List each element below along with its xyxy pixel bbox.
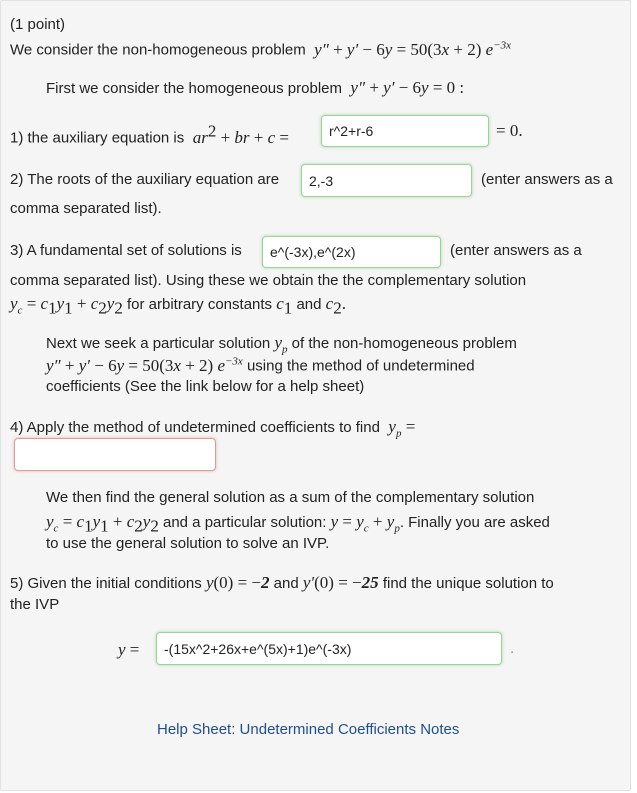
particular-line1-text: Next we seek a particular solution — [46, 335, 271, 352]
q4-particular-solution-input[interactable] — [14, 438, 216, 471]
homogeneous-equation: y″ + y′ − 6y = 0 — [346, 78, 456, 97]
q3-line3-mid: for arbitrary constants — [126, 296, 273, 313]
particular-line2-end: using the method of undetermined — [246, 357, 475, 375]
q5-label-b: find the unique solution to — [382, 575, 554, 592]
general-line2 — [46, 512, 550, 536]
q5-ivp-solution-input[interactable] — [156, 632, 502, 665]
q3-line3-and: and — [296, 296, 322, 313]
q3-label: 3) A fundamental set of solutions is — [10, 242, 242, 259]
general-line2-mid: and a particular solution: — [162, 514, 327, 531]
initial-condition-y0: y(0) = −2 — [205, 573, 270, 592]
q3-fundamental-set-input[interactable] — [262, 236, 441, 268]
q4-yp-equals: $y_p$ = — [384, 417, 416, 440]
q2-roots-input[interactable] — [301, 164, 472, 197]
q5-period: . — [510, 640, 515, 657]
particular-line1 — [46, 333, 517, 355]
particular-equation: y″ + y′ − 6y = 50(3x + 2) $e^{-3x}$ — [46, 355, 243, 375]
constant-c1: $c_1$ — [276, 294, 293, 318]
q3-line2: comma separated list). Using these we obtain the the complementary solution — [10, 272, 527, 289]
intro-equation: y″ + y′ − 6y = 50(3x + 2) $e^{-3x}$ — [309, 39, 511, 59]
particular-line1-end: of the non-homogeneous problem — [291, 335, 517, 352]
general-line1: We then find the general solution as a sum of the complementary solution — [46, 489, 535, 506]
homogeneous-colon: : — [455, 78, 465, 97]
homogeneous-line — [46, 78, 464, 98]
q3-hint-a: (enter answers as a — [450, 242, 582, 259]
q5-label-a: 5) Given the initial conditions — [10, 575, 202, 592]
q5-label-and: and — [273, 575, 299, 592]
general-yc-formula: $y_c = c_1y_1 + c_2y_2$ — [46, 512, 159, 536]
intro-text: We consider the non-homogeneous problem — [10, 41, 306, 59]
q4-line — [10, 417, 415, 439]
q5-y-equals: y = — [118, 640, 140, 659]
general-solution-formula: $y = y_c + y_p$ — [330, 512, 400, 535]
q3-line3: $y_c = c_1y_1 + c_2y_2$ for arbitrary constants $c_1$ and $c_2$. — [10, 294, 346, 318]
q5-line1 — [10, 573, 554, 593]
q1-label: 1) the auxiliary equation is — [10, 129, 185, 147]
homogeneous-text: First we consider the homogeneous problem — [46, 80, 342, 97]
particular-line3: coefficients (See the link below for a help sheet) — [46, 378, 365, 395]
general-line2-end: . Finally you are asked — [399, 514, 550, 531]
q2-hint-a: (enter answers as a — [481, 171, 613, 188]
initial-condition-yprime0: y′(0) = −25 — [302, 573, 379, 592]
q2-hint-b: comma separated list). — [10, 200, 162, 217]
yp-symbol: $y_p$ — [274, 333, 288, 356]
intro-line — [10, 39, 511, 60]
complementary-solution-formula: $y_c = c_1y_1 + c_2y_2$ — [10, 294, 123, 318]
q1-expression: $ar^2$ + br + c = — [188, 121, 290, 147]
particular-line2 — [46, 355, 475, 376]
q1-auxiliary-equation-input[interactable] — [321, 115, 489, 147]
points-label: (1 point) — [10, 16, 66, 33]
constant-c2: $c_2$ — [325, 294, 342, 318]
q4-label: 4) Apply the method of undetermined coefficients to find — [10, 419, 380, 436]
q1-suffix: = 0. — [496, 121, 523, 140]
general-line3: to use the general solution to solve an IVP. — [46, 535, 330, 552]
help-sheet-link[interactable]: Help Sheet: Undetermined Coefficients Notes — [157, 721, 460, 738]
q5-label-c: the IVP — [10, 596, 60, 613]
q1-line — [10, 121, 289, 148]
q2-label: 2) The roots of the auxiliary equation are — [10, 171, 280, 188]
